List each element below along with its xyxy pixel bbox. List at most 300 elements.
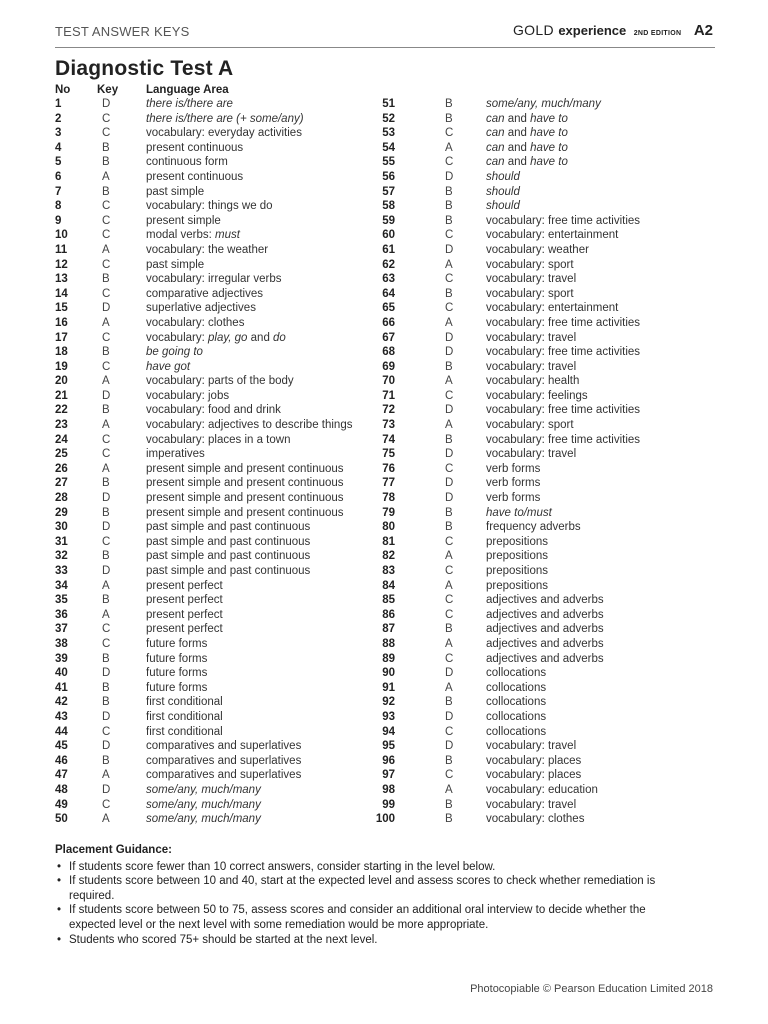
- question-number: 97: [382, 769, 395, 782]
- language-area-text: past simple: [146, 258, 205, 271]
- language-area: [486, 155, 568, 170]
- language-area-text: vocabulary: things we do: [146, 200, 273, 213]
- language-area: [146, 374, 294, 389]
- answer-row: [383, 433, 713, 448]
- answer-row: [55, 374, 385, 389]
- question-number: 78: [382, 492, 395, 505]
- answer-row: [383, 535, 713, 550]
- answer-row: [55, 462, 385, 477]
- language-area: [486, 126, 568, 141]
- question-number: 40: [55, 667, 68, 680]
- question-number: 93: [382, 710, 395, 723]
- question-number: 66: [382, 316, 395, 329]
- question-number: 5: [55, 156, 62, 169]
- answer-key: C: [445, 594, 454, 607]
- question-number: 24: [55, 433, 68, 446]
- answer-row: [383, 141, 713, 156]
- language-area-text: past simple: [146, 185, 205, 198]
- language-area: [146, 608, 223, 623]
- answer-row: [375, 812, 713, 827]
- answer-row: [55, 681, 385, 696]
- answer-row: [383, 316, 713, 331]
- language-area-text: adjectives and adverbs: [486, 652, 604, 665]
- answer-key: A: [102, 608, 110, 621]
- answer-key: A: [102, 419, 110, 432]
- language-area: [486, 141, 568, 156]
- language-area: [146, 622, 223, 637]
- answer-row: [383, 652, 713, 667]
- answer-key: D: [445, 667, 454, 680]
- answer-key: B: [102, 681, 110, 694]
- answer-key: C: [102, 448, 111, 461]
- question-number: 39: [55, 652, 68, 665]
- language-area-text: vocabulary: education: [486, 783, 598, 796]
- answer-key: B: [445, 200, 453, 213]
- language-area-text: some/any, much/many: [146, 798, 261, 811]
- question-number: 100: [375, 813, 395, 826]
- answer-key: A: [445, 258, 453, 271]
- language-area-text: and: [504, 156, 531, 169]
- language-area: [146, 447, 205, 462]
- answer-key: C: [102, 200, 111, 213]
- language-area: [486, 331, 576, 346]
- question-number: 6: [55, 170, 62, 183]
- language-area-text: verb forms: [486, 462, 541, 475]
- answer-row: [383, 360, 713, 375]
- answer-key: B: [102, 185, 110, 198]
- language-area: [486, 316, 640, 331]
- answer-row: [55, 185, 385, 200]
- language-area-text: vocabulary: jobs: [146, 389, 230, 402]
- language-area-text: collocations: [486, 696, 547, 709]
- language-area: [486, 112, 568, 127]
- answer-list-right: [375, 97, 713, 827]
- question-number: 91: [382, 681, 395, 694]
- header-rule: [55, 47, 715, 48]
- answer-row: [55, 126, 385, 141]
- language-area-text: have to: [530, 112, 568, 125]
- answer-key: C: [102, 127, 111, 140]
- question-number: 94: [382, 725, 395, 738]
- answer-row: [55, 608, 385, 623]
- language-area-text: should: [486, 200, 520, 213]
- question-number: 56: [382, 170, 395, 183]
- language-area: [146, 301, 256, 316]
- question-number: 53: [382, 127, 395, 140]
- language-area-text: can: [486, 141, 505, 154]
- language-area: [486, 549, 548, 564]
- answer-row: [383, 520, 713, 535]
- answer-key: C: [102, 258, 111, 271]
- language-area: [486, 360, 576, 375]
- language-area-text: vocabulary: travel: [486, 798, 577, 811]
- language-area: [486, 462, 540, 477]
- answer-row: [383, 491, 713, 506]
- language-area-text: first conditional: [146, 696, 223, 709]
- language-area: [486, 97, 601, 112]
- question-number: 23: [55, 419, 68, 432]
- answer-key: A: [445, 579, 453, 592]
- language-area-text: have to: [530, 141, 568, 154]
- language-area-text: adjectives and adverbs: [486, 594, 604, 607]
- answer-row: [383, 725, 713, 740]
- question-number: 90: [382, 667, 395, 680]
- answer-key: A: [445, 375, 453, 388]
- language-area: [146, 185, 204, 200]
- answer-row: [55, 97, 385, 112]
- language-area: [486, 725, 546, 740]
- language-area-text: vocabulary: free time activities: [486, 433, 641, 446]
- answer-row: [383, 272, 713, 287]
- answer-row: [383, 593, 713, 608]
- bullet-icon: •: [57, 860, 62, 873]
- answer-key: B: [445, 813, 453, 826]
- question-number: 64: [382, 287, 395, 300]
- question-number: 73: [382, 419, 395, 432]
- answer-row: [55, 812, 385, 827]
- answer-row: [383, 345, 713, 360]
- language-area-text: past simple and past continuous: [146, 565, 311, 577]
- answer-row: [55, 447, 385, 462]
- language-area-text: comparatives and superlatives: [146, 769, 302, 782]
- answer-row: [55, 739, 385, 754]
- language-area: [486, 506, 552, 521]
- question-number: 29: [55, 506, 68, 519]
- language-area-text: vocabulary: free time activities: [486, 404, 641, 417]
- answer-key: D: [445, 492, 454, 505]
- page-title: Diagnostic Test A: [55, 57, 234, 80]
- answer-key: A: [102, 243, 110, 256]
- question-number: 18: [55, 346, 68, 359]
- language-area-text: vocabulary: sport: [486, 258, 574, 271]
- guidance-title: Placement Guidance:: [55, 844, 172, 856]
- answer-key: A: [445, 141, 453, 154]
- language-area: [146, 535, 310, 550]
- language-area-text: some/any, much/many: [146, 783, 261, 796]
- answer-row: [55, 112, 385, 127]
- answer-key: C: [102, 637, 111, 650]
- language-area: [146, 549, 310, 564]
- guidance-item: [55, 874, 675, 903]
- question-number: 52: [382, 112, 395, 125]
- language-area: [146, 141, 243, 156]
- question-number: 4: [55, 141, 62, 154]
- answer-row: [55, 287, 385, 302]
- language-area-text: there is/there are: [146, 98, 233, 110]
- language-area-text: vocabulary: free time activities: [486, 214, 641, 227]
- language-area-text: future forms: [146, 637, 208, 650]
- language-area-text: future forms: [146, 667, 208, 680]
- language-area: [146, 710, 223, 725]
- answer-key: A: [102, 316, 110, 329]
- language-area: [486, 228, 618, 243]
- question-number: 92: [382, 696, 395, 709]
- language-area: [486, 681, 546, 696]
- language-area: [486, 403, 640, 418]
- answer-row: [55, 491, 385, 506]
- language-area: [146, 258, 204, 273]
- language-area-text: vocabulary: the weather: [146, 243, 269, 256]
- brand-gold: GOLD: [512, 22, 554, 38]
- answer-key: B: [445, 506, 453, 519]
- language-area: [486, 783, 598, 798]
- language-area: [146, 564, 310, 579]
- language-area: [486, 652, 604, 667]
- language-area: [486, 272, 576, 287]
- language-area-text: first conditional: [146, 725, 223, 738]
- language-area-text: present simple and present continuous: [146, 462, 344, 475]
- language-area-text: collocations: [486, 681, 547, 694]
- question-number: 96: [382, 754, 395, 767]
- answer-key: D: [445, 346, 454, 359]
- question-number: 37: [55, 623, 68, 636]
- answer-key: B: [102, 506, 110, 519]
- language-area-text: prepositions: [486, 579, 549, 592]
- guidance-item: [55, 860, 675, 875]
- language-area: [146, 462, 344, 477]
- answer-row: [383, 506, 713, 521]
- answer-row: [55, 433, 385, 448]
- answer-row: [55, 272, 385, 287]
- question-number: 81: [382, 535, 395, 548]
- answer-key: C: [445, 302, 454, 315]
- answer-row: [55, 798, 385, 813]
- answer-key: D: [445, 710, 454, 723]
- answer-row: [383, 403, 713, 418]
- answer-row: [55, 301, 385, 316]
- answer-row: [383, 97, 713, 112]
- answer-key: C: [102, 331, 111, 344]
- language-area-text: vocabulary: places: [486, 769, 582, 782]
- answer-row: [383, 287, 713, 302]
- answer-row: [383, 126, 713, 141]
- language-area: [146, 725, 223, 740]
- answer-key: B: [102, 156, 110, 169]
- answer-row: [55, 652, 385, 667]
- question-number: 22: [55, 404, 68, 417]
- language-area: [146, 155, 228, 170]
- answer-key: A: [102, 375, 110, 388]
- language-area-text: vocabulary: food and drink: [146, 404, 281, 417]
- language-area-text: vocabulary: feelings: [486, 389, 588, 402]
- answer-key: B: [445, 98, 453, 110]
- bullet-icon: •: [57, 904, 62, 917]
- answer-key: B: [445, 798, 453, 811]
- answer-key: C: [102, 433, 111, 446]
- language-area-text: vocabulary: free time activities: [486, 316, 641, 329]
- language-area: [486, 666, 546, 681]
- question-number: 99: [382, 798, 395, 811]
- answer-key: B: [445, 214, 453, 227]
- question-number: 17: [55, 331, 68, 344]
- language-area: [486, 418, 574, 433]
- language-area-text: present simple and present continuous: [146, 506, 344, 519]
- language-area-text: future forms: [146, 652, 208, 665]
- language-area: [146, 316, 244, 331]
- answer-key: A: [445, 637, 453, 650]
- answer-key: A: [102, 769, 110, 782]
- answer-key: C: [445, 462, 454, 475]
- answer-row: [383, 476, 713, 491]
- question-number: 54: [382, 141, 395, 154]
- question-number: 43: [55, 710, 68, 723]
- answer-row: [55, 389, 385, 404]
- language-area: [486, 374, 579, 389]
- language-area: [146, 389, 229, 404]
- guidance-text: If students score fewer than 10 correct answers, consider starting in the level below.: [69, 860, 496, 873]
- answer-key: D: [445, 477, 454, 490]
- answer-row: [383, 228, 713, 243]
- answer-row: [55, 214, 385, 229]
- brand-experience: experience: [558, 23, 627, 38]
- answer-row: [55, 710, 385, 725]
- answer-row: [383, 783, 713, 798]
- question-number: 88: [382, 637, 395, 650]
- language-area-text: vocabulary: adjectives to describe things: [146, 419, 353, 432]
- answer-key: B: [445, 623, 453, 636]
- answer-key: A: [102, 813, 110, 826]
- answer-row: [55, 403, 385, 418]
- language-area-text: vocabulary: weather: [486, 243, 589, 256]
- question-number: 15: [55, 302, 68, 315]
- answer-key: D: [445, 170, 454, 183]
- language-area-text: first conditional: [146, 710, 223, 723]
- question-number: 7: [55, 185, 62, 198]
- answer-row: [383, 170, 713, 185]
- language-area: [486, 185, 520, 200]
- answer-row: [55, 331, 385, 346]
- answer-row: [383, 214, 713, 229]
- answer-key: C: [102, 623, 111, 636]
- language-area-text: some/any, much/many: [486, 98, 601, 110]
- answer-key: A: [445, 783, 453, 796]
- language-area: [146, 798, 261, 813]
- language-area: [146, 228, 240, 243]
- answer-row: [55, 520, 385, 535]
- language-area-text: vocabulary: entertainment: [486, 302, 619, 315]
- answer-key: C: [102, 229, 111, 242]
- language-area-text: vocabulary: travel: [486, 360, 577, 373]
- language-area-text: vocabulary: health: [486, 375, 580, 388]
- language-area: [146, 739, 301, 754]
- language-area: [486, 345, 640, 360]
- answer-key: B: [102, 652, 110, 665]
- question-number: 60: [382, 229, 395, 242]
- answer-row: [383, 389, 713, 404]
- answer-key: C: [102, 798, 111, 811]
- brand-edition: 2ND EDITION: [633, 30, 682, 37]
- col-head-area: Language Area: [146, 84, 229, 96]
- question-number: 45: [55, 740, 68, 753]
- answer-row: [383, 301, 713, 316]
- language-area: [146, 331, 286, 346]
- language-area-text: collocations: [486, 667, 547, 680]
- language-area: [146, 579, 223, 594]
- question-number: 75: [382, 448, 395, 461]
- language-area-text: and: [504, 141, 531, 154]
- language-area-text: prepositions: [486, 535, 549, 548]
- question-number: 86: [382, 608, 395, 621]
- question-number: 89: [382, 652, 395, 665]
- answer-key: B: [102, 754, 110, 767]
- language-area: [146, 214, 221, 229]
- answer-key: D: [102, 521, 111, 534]
- question-number: 68: [382, 346, 395, 359]
- language-area: [146, 287, 263, 302]
- question-number: 16: [55, 316, 68, 329]
- guidance-item: [55, 903, 675, 932]
- language-area-text: vocabulary: sport: [486, 287, 574, 300]
- language-area-text: should: [486, 170, 520, 183]
- language-area-text: have to: [530, 127, 568, 140]
- language-area-text: and: [504, 127, 531, 140]
- answer-key: D: [445, 243, 454, 256]
- language-area-text: vocabulary: clothes: [486, 813, 585, 826]
- answer-key: D: [445, 740, 454, 753]
- answer-key: B: [445, 754, 453, 767]
- answer-key: C: [445, 565, 454, 577]
- language-area: [486, 214, 640, 229]
- answer-key: B: [102, 696, 110, 709]
- question-number: 84: [382, 579, 395, 592]
- answer-row: [55, 564, 385, 579]
- answer-row: [383, 768, 713, 783]
- question-number: 80: [382, 521, 395, 534]
- answer-row: [383, 608, 713, 623]
- language-area-text: verb forms: [486, 477, 541, 490]
- language-area: [486, 476, 540, 491]
- language-area-text: vocabulary: travel: [486, 331, 577, 344]
- answer-key: D: [102, 389, 111, 402]
- answer-row: [55, 228, 385, 243]
- language-area-text: have to/must: [486, 506, 552, 519]
- language-area-text: collocations: [486, 725, 547, 738]
- answer-key: C: [102, 360, 111, 373]
- answer-row: [55, 199, 385, 214]
- question-number: 12: [55, 258, 68, 271]
- question-number: 57: [382, 185, 395, 198]
- question-number: 61: [382, 243, 395, 256]
- answer-key: B: [445, 185, 453, 198]
- question-number: 2: [55, 112, 62, 125]
- language-area: [146, 812, 261, 827]
- language-area-text: vocabulary: everyday activities: [146, 127, 302, 140]
- question-number: 55: [382, 156, 395, 169]
- answer-row: [55, 170, 385, 185]
- answer-row: [55, 506, 385, 521]
- answer-row: [383, 374, 713, 389]
- language-area: [486, 637, 604, 652]
- language-area-text: present simple and present continuous: [146, 492, 344, 505]
- question-number: 30: [55, 521, 68, 534]
- question-number: 35: [55, 594, 68, 607]
- answer-row: [383, 681, 713, 696]
- question-number: 14: [55, 287, 68, 300]
- answer-row: [55, 476, 385, 491]
- language-area-text: past simple and past continuous: [146, 535, 311, 548]
- answer-key: B: [445, 696, 453, 709]
- answer-key: D: [102, 710, 111, 723]
- answer-row: [383, 447, 713, 462]
- language-area-text: vocabulary: clothes: [146, 316, 245, 329]
- answer-row: [383, 710, 713, 725]
- answer-row: [55, 418, 385, 433]
- language-area: [486, 754, 581, 769]
- answer-key: D: [445, 331, 454, 344]
- question-number: 83: [382, 565, 395, 577]
- language-area-text: have to: [530, 156, 568, 169]
- answer-row: [55, 360, 385, 375]
